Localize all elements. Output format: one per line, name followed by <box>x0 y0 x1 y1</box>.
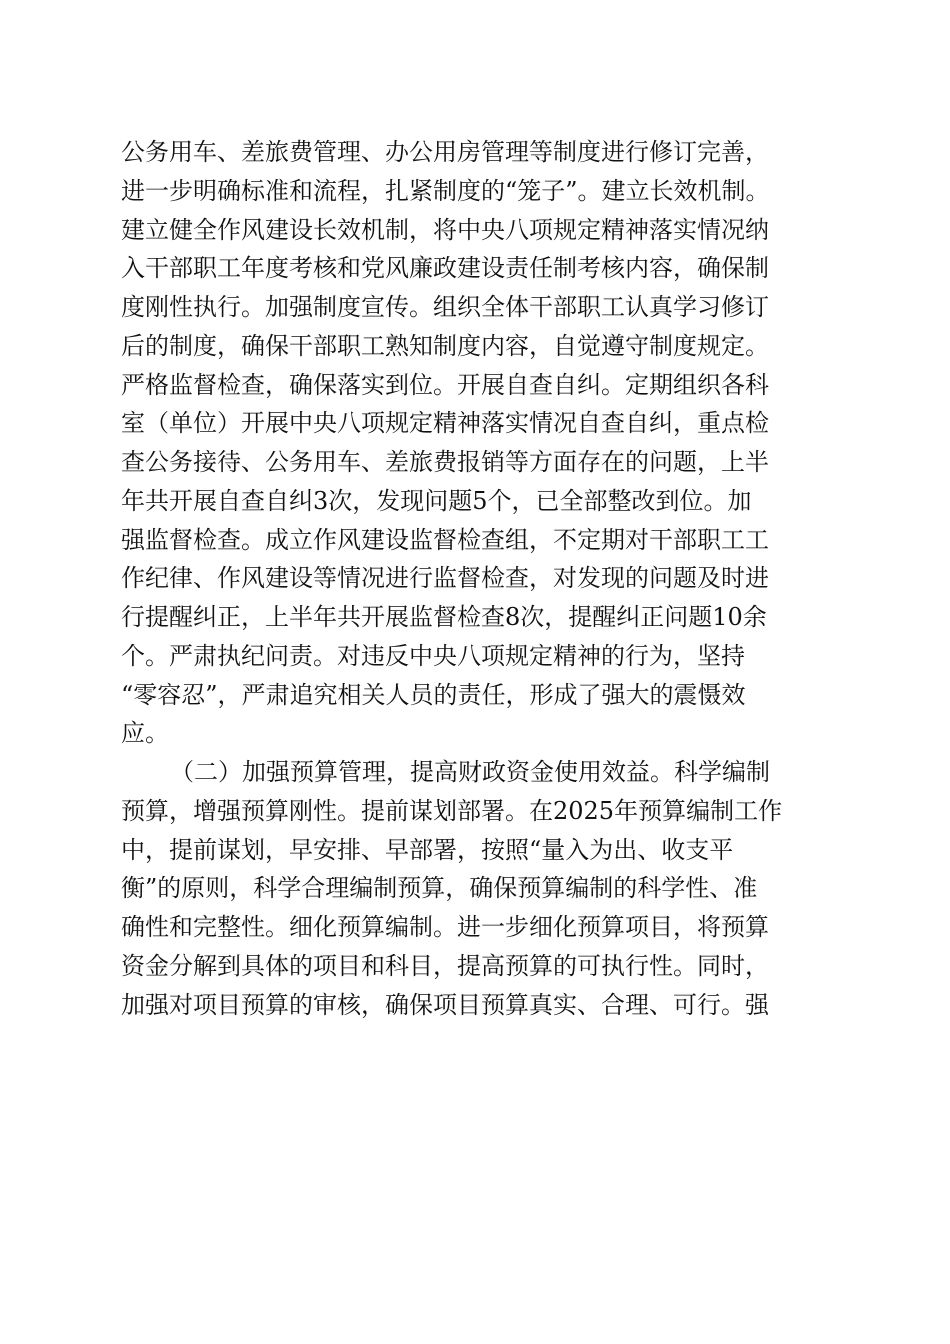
text-line: 公务用车、差旅费管理、办公用房管理等制度进行修订完善， <box>121 138 769 166</box>
text-line: 室（单位）开展中央八项规定精神落实情况自查自纠，重点检 <box>121 409 769 438</box>
text-line: 建立健全作风建设长效机制，将中央八项规定精神落实情况纳 <box>121 215 769 244</box>
text-line: 个。严肃执纪问责。对违反中央八项规定精神的行为，坚持 <box>121 641 745 670</box>
text-line: 中，提前谋划，早安排、早部署，按照“量入为出、收支平 <box>121 835 734 864</box>
text-line: “零容忍”，严肃追究相关人员的责任，形成了强大的震慑效 <box>121 680 746 709</box>
text-line: 强监督检查。成立作风建设监督检查组，不定期对干部职工工 <box>121 525 769 554</box>
text-line: 衡”的原则，科学合理编制预算，确保预算编制的科学性、准 <box>121 874 758 903</box>
text-line: 后的制度，确保干部职工熟知制度内容，自觉遵守制度规定。 <box>121 331 769 360</box>
text-line: 行提醒纠正，上半年共开展监督检查8次，提醒纠正问题10余 <box>121 603 767 631</box>
text-line: 严格监督检查，确保落实到位。开展自查自纠。定期组织各科 <box>121 370 769 399</box>
text-line: 预算，增强预算刚性。提前谋划部署。在2025年预算编制工作 <box>121 796 783 825</box>
text-line: 度刚性执行。加强制度宣传。组织全体干部职工认真学习修订 <box>121 293 769 321</box>
text-line: 资金分解到具体的项目和科目，提高预算的可执行性。同时， <box>121 951 769 980</box>
text-line: 作纪律、作风建设等情况进行监督检查，对发现的问题及时进 <box>121 564 769 593</box>
text-line: 进一步明确标准和流程，扎紧制度的“笼子”。建立长效机制。 <box>121 176 770 205</box>
section-heading-line: （二）加强预算管理，提高财政资金使用效益。科学编制 <box>170 758 770 786</box>
text-line: 应。 <box>121 719 169 748</box>
text-line: 加强对项目预算的审核，确保项目预算真实、合理、可行。强 <box>121 990 769 1019</box>
text-line: 查公务接待、公务用车、差旅费报销等方面存在的问题，上半 <box>121 448 769 476</box>
body-text <box>0 137 950 1028</box>
text-line: 年共开展自查自纠3次，发现问题5个，已全部整改到位。加 <box>121 486 752 515</box>
text-line: 入干部职工年度考核和党风廉政建设责任制考核内容，确保制 <box>121 254 769 283</box>
text-line: 确性和完整性。细化预算编制。进一步细化预算项目，将预算 <box>121 913 769 941</box>
